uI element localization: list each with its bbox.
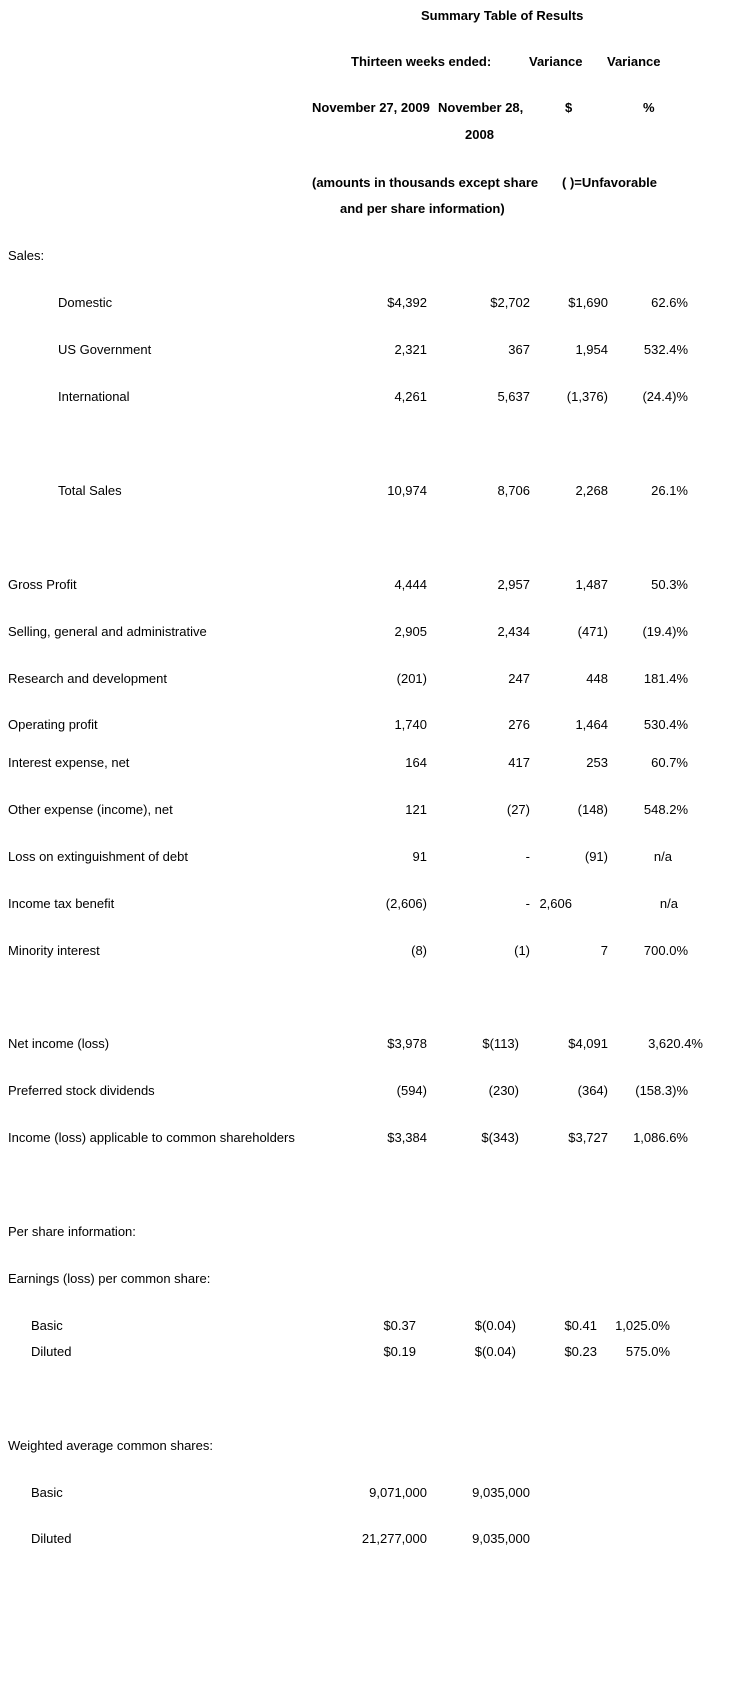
variance-dollar-header: Variance bbox=[529, 54, 583, 69]
value-2009: (2,606) bbox=[385, 896, 427, 911]
variance-dollar: $1,690 bbox=[568, 295, 608, 310]
variance-pct: (158.3)% bbox=[635, 1083, 688, 1098]
variance-dollar: $0.41 bbox=[564, 1318, 597, 1333]
sales-section-label: Sales: bbox=[8, 248, 45, 263]
value-2008: (230) bbox=[488, 1083, 519, 1098]
row-label: Total Sales bbox=[58, 483, 122, 498]
variance-pct: 1,025.0% bbox=[615, 1318, 670, 1333]
variance-dollar: (471) bbox=[577, 624, 608, 639]
variance-pct: 60.7% bbox=[651, 755, 688, 770]
variance-dollar: 1,954 bbox=[575, 342, 608, 357]
value-2008: $(343) bbox=[481, 1130, 519, 1145]
variance-pct: 3,620.4% bbox=[648, 1036, 703, 1051]
variance-dollar: (364) bbox=[577, 1083, 608, 1098]
value-2009: 21,277,000 bbox=[361, 1531, 427, 1546]
variance-dollar: 448 bbox=[586, 671, 608, 686]
row-label: Preferred stock dividends bbox=[8, 1083, 155, 1098]
value-2009: (594) bbox=[396, 1083, 427, 1098]
value-2008: (1) bbox=[514, 943, 530, 958]
row-label: Gross Profit bbox=[8, 577, 77, 592]
period-header: Thirteen weeks ended: bbox=[351, 54, 492, 69]
row-label: Diluted bbox=[31, 1531, 72, 1546]
value-2008: 2,434 bbox=[497, 624, 530, 639]
value-2008: 2,957 bbox=[497, 577, 530, 592]
col-2009-header: November 27, 2009 bbox=[312, 100, 430, 115]
value-2009: 4,261 bbox=[394, 389, 427, 404]
variance-pct: 575.0% bbox=[625, 1344, 670, 1359]
variance-dollar: 1,464 bbox=[575, 717, 608, 732]
variance-pct: 700.0% bbox=[643, 943, 688, 958]
variance-pct: (19.4)% bbox=[642, 624, 688, 639]
variance-pct-header: Variance bbox=[607, 54, 661, 69]
value-2008: 417 bbox=[508, 755, 530, 770]
value-2009: $4,392 bbox=[387, 295, 427, 310]
row-label: Minority interest bbox=[8, 943, 100, 958]
variance-dollar: 7 bbox=[600, 943, 608, 958]
value-2008: 276 bbox=[508, 717, 530, 732]
eps-section-label: Earnings (loss) per common share: bbox=[8, 1271, 211, 1286]
value-2009: 4,444 bbox=[394, 577, 427, 592]
row-label: Other expense (income), net bbox=[8, 802, 173, 817]
variance-dollar: 1,487 bbox=[575, 577, 608, 592]
value-2008: 367 bbox=[508, 342, 530, 357]
row-label: Loss on extinguishment of debt bbox=[8, 849, 188, 864]
value-2008: 9,035,000 bbox=[472, 1485, 530, 1500]
value-2008: 8,706 bbox=[497, 483, 530, 498]
variance-pct: 181.4% bbox=[643, 671, 688, 686]
variance-dollar: (91) bbox=[584, 849, 608, 864]
variance-dollar: $4,091 bbox=[568, 1036, 608, 1051]
value-2009: 91 bbox=[412, 849, 427, 864]
value-2008: $2,702 bbox=[490, 295, 530, 310]
weighted-average-section-label: Weighted average common shares: bbox=[8, 1438, 213, 1453]
row-label: Diluted bbox=[31, 1344, 72, 1359]
variance-pct: 50.3% bbox=[651, 577, 688, 592]
value-2008: - bbox=[525, 849, 530, 864]
variance-dollar: $0.23 bbox=[564, 1344, 597, 1359]
row-label: Basic bbox=[31, 1485, 63, 1500]
variance-pct: (24.4)% bbox=[642, 389, 688, 404]
value-2008: (27) bbox=[506, 802, 530, 817]
value-2009: 121 bbox=[405, 802, 427, 817]
variance-pct: 26.1% bbox=[651, 483, 688, 498]
dollar-subheader: $ bbox=[565, 100, 573, 115]
variance-dollar: 2,606 bbox=[539, 896, 572, 911]
units-note-line1: (amounts in thousands except share bbox=[312, 175, 539, 190]
col-2008-header-line2: 2008 bbox=[465, 127, 494, 142]
value-2008: $(0.04) bbox=[474, 1344, 516, 1359]
value-2008: 247 bbox=[508, 671, 530, 686]
value-2008: 5,637 bbox=[497, 389, 530, 404]
value-2009: (8) bbox=[411, 943, 427, 958]
value-2009: 10,974 bbox=[387, 483, 427, 498]
value-2009: $0.19 bbox=[383, 1344, 416, 1359]
unfavorable-note: ( )=Unfavorable bbox=[562, 175, 657, 190]
variance-pct: 530.4% bbox=[643, 717, 688, 732]
variance-pct: 62.6% bbox=[651, 295, 688, 310]
row-label: Selling, general and administrative bbox=[8, 624, 207, 639]
value-2009: 9,071,000 bbox=[369, 1485, 427, 1500]
row-label: Research and development bbox=[8, 671, 167, 686]
row-label: Operating profit bbox=[8, 717, 98, 732]
variance-pct: n/a bbox=[659, 896, 678, 911]
page-title: Summary Table of Results bbox=[421, 8, 584, 23]
variance-dollar: 2,268 bbox=[575, 483, 608, 498]
per-share-section-label: Per share information: bbox=[8, 1224, 136, 1239]
value-2009: $3,978 bbox=[387, 1036, 427, 1051]
variance-pct: 532.4% bbox=[643, 342, 688, 357]
value-2008: - bbox=[525, 896, 530, 911]
row-label: Income (loss) applicable to common shareholders bbox=[8, 1130, 295, 1145]
variance-dollar: $3,727 bbox=[568, 1130, 608, 1145]
value-2009: (201) bbox=[396, 671, 427, 686]
variance-dollar: 253 bbox=[586, 755, 608, 770]
row-label: US Government bbox=[58, 342, 152, 357]
value-2009: $0.37 bbox=[383, 1318, 416, 1333]
row-label: Basic bbox=[31, 1318, 63, 1333]
percent-subheader: % bbox=[643, 100, 655, 115]
row-label: Net income (loss) bbox=[8, 1036, 110, 1051]
variance-dollar: (148) bbox=[577, 802, 608, 817]
row-label: International bbox=[58, 389, 130, 404]
variance-pct: n/a bbox=[653, 849, 672, 864]
value-2008: 9,035,000 bbox=[472, 1531, 530, 1546]
value-2008: $(0.04) bbox=[474, 1318, 516, 1333]
row-label: Income tax benefit bbox=[8, 896, 115, 911]
value-2009: 1,740 bbox=[394, 717, 427, 732]
row-label: Interest expense, net bbox=[8, 755, 130, 770]
value-2009: 164 bbox=[405, 755, 427, 770]
variance-dollar: (1,376) bbox=[566, 389, 608, 404]
value-2008: $(113) bbox=[482, 1036, 519, 1051]
col-2008-header-line1: November 28, bbox=[438, 100, 524, 115]
row-label: Domestic bbox=[58, 295, 113, 310]
variance-pct: 1,086.6% bbox=[633, 1130, 688, 1145]
units-note-line2: and per share information) bbox=[340, 201, 505, 216]
variance-pct: 548.2% bbox=[643, 802, 688, 817]
value-2009: 2,321 bbox=[394, 342, 427, 357]
value-2009: 2,905 bbox=[394, 624, 427, 639]
value-2009: $3,384 bbox=[387, 1130, 427, 1145]
